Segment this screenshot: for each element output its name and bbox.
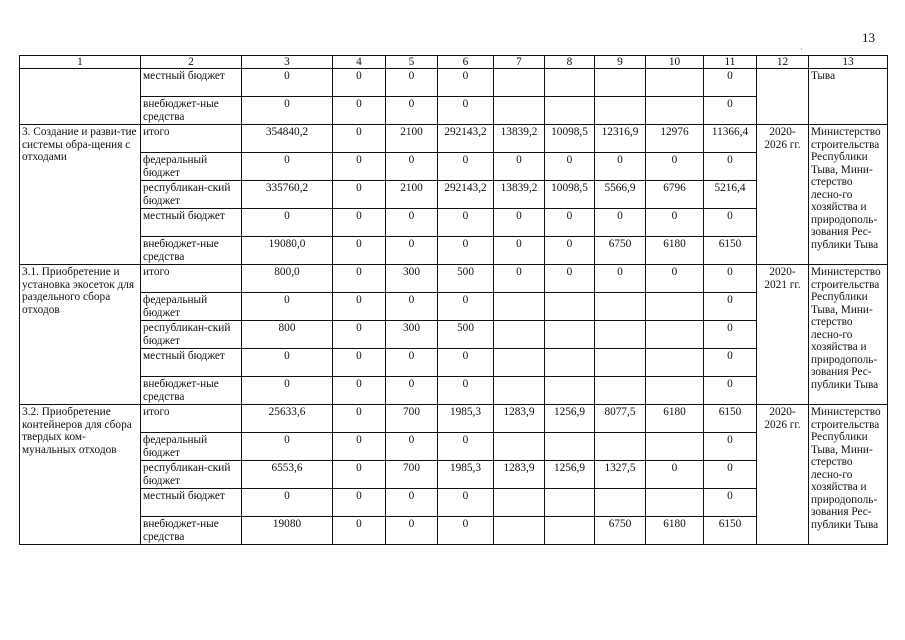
value-cell: 11366,4 bbox=[704, 125, 757, 153]
value-cell: 0 bbox=[595, 209, 646, 237]
value-cell: 6750 bbox=[595, 517, 646, 545]
value-cell: 300 bbox=[386, 321, 438, 349]
value-cell: 0 bbox=[386, 153, 438, 181]
value-cell: 0 bbox=[438, 97, 494, 125]
period-cell: 2020-2021 гг. bbox=[757, 265, 809, 405]
value-cell bbox=[595, 489, 646, 517]
value-cell bbox=[494, 349, 545, 377]
value-cell: 0 bbox=[242, 209, 333, 237]
value-cell bbox=[595, 69, 646, 97]
value-cell bbox=[545, 97, 595, 125]
value-cell: 0 bbox=[438, 153, 494, 181]
value-cell: 0 bbox=[545, 265, 595, 293]
value-cell: 800 bbox=[242, 321, 333, 349]
value-cell bbox=[494, 69, 545, 97]
value-cell: 6750 bbox=[595, 237, 646, 265]
value-cell: 6796 bbox=[646, 181, 704, 209]
table-row bbox=[20, 69, 888, 97]
funding-source-cell: внебюджет-ные средства bbox=[141, 237, 242, 265]
value-cell: 700 bbox=[386, 405, 438, 433]
value-cell: 8077,5 bbox=[595, 405, 646, 433]
header-row bbox=[20, 56, 888, 69]
value-cell: 500 bbox=[438, 265, 494, 293]
value-cell: 800,0 bbox=[242, 265, 333, 293]
value-cell: 0 bbox=[386, 517, 438, 545]
value-cell bbox=[595, 293, 646, 321]
value-cell: 0 bbox=[333, 377, 386, 405]
value-cell: 0 bbox=[333, 517, 386, 545]
value-cell: 0 bbox=[494, 237, 545, 265]
funding-source-cell: итого bbox=[141, 405, 242, 433]
executor-cell: Министерство строительства Республики Тыва, Мини-стерство лесно-го хозяйства и природополь-зования Рес-публики Тыва bbox=[809, 265, 888, 405]
measure-name-cell: 3.2. Приобретение контейнеров для сбора твердых ком-мунальных отходов bbox=[20, 405, 141, 545]
value-cell bbox=[646, 489, 704, 517]
value-cell: 6150 bbox=[704, 237, 757, 265]
period-cell bbox=[757, 69, 809, 125]
value-cell: 0 bbox=[333, 69, 386, 97]
value-cell: 0 bbox=[704, 265, 757, 293]
value-cell: 0 bbox=[333, 153, 386, 181]
value-cell: 700 bbox=[386, 461, 438, 489]
value-cell: 0 bbox=[333, 433, 386, 461]
funding-source-cell: местный бюджет bbox=[141, 489, 242, 517]
value-cell: 0 bbox=[242, 433, 333, 461]
value-cell: 0 bbox=[704, 433, 757, 461]
header-col-12: 12 bbox=[757, 56, 809, 69]
value-cell bbox=[646, 349, 704, 377]
funding-source-cell: внебюджет-ные средства bbox=[141, 377, 242, 405]
table-row bbox=[20, 405, 888, 433]
page-number: 13 bbox=[862, 30, 875, 45]
value-cell bbox=[646, 97, 704, 125]
value-cell: 19080 bbox=[242, 517, 333, 545]
funding-source-cell: местный бюджет bbox=[141, 209, 242, 237]
value-cell: 6180 bbox=[646, 405, 704, 433]
funding-source-cell: местный бюджет bbox=[141, 349, 242, 377]
value-cell: 0 bbox=[386, 237, 438, 265]
period-cell: 2020-2026 гг. bbox=[757, 125, 809, 265]
value-cell: 0 bbox=[438, 517, 494, 545]
value-cell bbox=[595, 321, 646, 349]
value-cell: 10098,5 bbox=[545, 181, 595, 209]
value-cell bbox=[545, 517, 595, 545]
value-cell: 0 bbox=[595, 265, 646, 293]
value-cell: 0 bbox=[333, 489, 386, 517]
header-col-3: 3 bbox=[242, 56, 333, 69]
value-cell bbox=[494, 293, 545, 321]
value-cell bbox=[545, 321, 595, 349]
value-cell: 0 bbox=[704, 153, 757, 181]
value-cell: 500 bbox=[438, 321, 494, 349]
value-cell: 12976 bbox=[646, 125, 704, 153]
value-cell: 6553,6 bbox=[242, 461, 333, 489]
header-col-9: 9 bbox=[595, 56, 646, 69]
value-cell bbox=[595, 433, 646, 461]
value-cell bbox=[595, 97, 646, 125]
value-cell: 0 bbox=[494, 265, 545, 293]
value-cell: 0 bbox=[704, 209, 757, 237]
value-cell: 0 bbox=[333, 405, 386, 433]
value-cell: 0 bbox=[333, 181, 386, 209]
value-cell: 0 bbox=[646, 209, 704, 237]
value-cell: 1283,9 bbox=[494, 461, 545, 489]
table-row bbox=[20, 265, 888, 293]
executor-cell: Министерство строительства Республики Тыва, Мини-стерство лесно-го хозяйства и природополь-зования Рес-публики Тыва bbox=[809, 405, 888, 545]
value-cell: 0 bbox=[333, 461, 386, 489]
value-cell: 0 bbox=[242, 489, 333, 517]
funding-source-cell: местный бюджет bbox=[141, 69, 242, 97]
value-cell: 0 bbox=[333, 237, 386, 265]
value-cell: 0 bbox=[704, 489, 757, 517]
value-cell: 0 bbox=[438, 209, 494, 237]
value-cell: 5566,9 bbox=[595, 181, 646, 209]
value-cell: 1985,3 bbox=[438, 461, 494, 489]
value-cell: 354840,2 bbox=[242, 125, 333, 153]
value-cell bbox=[545, 377, 595, 405]
value-cell bbox=[595, 377, 646, 405]
scan-speck: · bbox=[800, 44, 803, 54]
value-cell: 0 bbox=[242, 153, 333, 181]
header-col-8: 8 bbox=[545, 56, 595, 69]
value-cell bbox=[545, 69, 595, 97]
value-cell bbox=[545, 433, 595, 461]
value-cell: 6180 bbox=[646, 237, 704, 265]
header-col-6: 6 bbox=[438, 56, 494, 69]
value-cell: 0 bbox=[704, 349, 757, 377]
value-cell: 0 bbox=[386, 69, 438, 97]
value-cell: 300 bbox=[386, 265, 438, 293]
funding-source-cell: федеральный бюджет bbox=[141, 153, 242, 181]
funding-source-cell: федеральный бюджет bbox=[141, 293, 242, 321]
value-cell: 0 bbox=[333, 321, 386, 349]
value-cell: 0 bbox=[595, 153, 646, 181]
value-cell: 1283,9 bbox=[494, 405, 545, 433]
funding-source-cell: итого bbox=[141, 265, 242, 293]
value-cell bbox=[494, 97, 545, 125]
value-cell: 0 bbox=[438, 237, 494, 265]
funding-source-cell: внебюджет-ные средства bbox=[141, 97, 242, 125]
value-cell bbox=[646, 69, 704, 97]
value-cell bbox=[494, 517, 545, 545]
value-cell bbox=[545, 349, 595, 377]
measure-name-cell bbox=[20, 69, 141, 125]
value-cell: 0 bbox=[438, 433, 494, 461]
value-cell: 0 bbox=[704, 321, 757, 349]
value-cell: 6150 bbox=[704, 517, 757, 545]
header-col-11: 11 bbox=[704, 56, 757, 69]
header-col-1: 1 bbox=[20, 56, 141, 69]
header-col-5: 5 bbox=[386, 56, 438, 69]
value-cell: 0 bbox=[438, 349, 494, 377]
value-cell: 0 bbox=[646, 461, 704, 489]
header-col-10: 10 bbox=[646, 56, 704, 69]
value-cell: 0 bbox=[438, 489, 494, 517]
value-cell: 0 bbox=[704, 293, 757, 321]
measure-name-cell: 3. Создание и разви-тие системы обра-щения с отходами bbox=[20, 125, 141, 265]
value-cell bbox=[494, 489, 545, 517]
budget-table bbox=[19, 55, 888, 545]
value-cell: 0 bbox=[386, 349, 438, 377]
value-cell bbox=[646, 321, 704, 349]
header-col-2: 2 bbox=[141, 56, 242, 69]
value-cell: 1985,3 bbox=[438, 405, 494, 433]
table-body bbox=[20, 69, 888, 545]
executor-cell: Министерство строительства Республики Тыва, Мини-стерство лесно-го хозяйства и природополь-зования Рес-публики Тыва bbox=[809, 125, 888, 265]
funding-source-cell: итого bbox=[141, 125, 242, 153]
value-cell: 6150 bbox=[704, 405, 757, 433]
value-cell: 0 bbox=[545, 153, 595, 181]
value-cell: 0 bbox=[333, 349, 386, 377]
value-cell bbox=[646, 433, 704, 461]
value-cell: 6180 bbox=[646, 517, 704, 545]
value-cell: 10098,5 bbox=[545, 125, 595, 153]
value-cell bbox=[494, 433, 545, 461]
funding-source-cell: внебюджет-ные средства bbox=[141, 517, 242, 545]
value-cell: 0 bbox=[333, 125, 386, 153]
funding-source-cell: республикан-ский бюджет bbox=[141, 181, 242, 209]
value-cell bbox=[545, 293, 595, 321]
value-cell bbox=[494, 321, 545, 349]
value-cell: 0 bbox=[494, 153, 545, 181]
value-cell: 0 bbox=[545, 237, 595, 265]
value-cell: 0 bbox=[646, 265, 704, 293]
value-cell: 292143,2 bbox=[438, 125, 494, 153]
value-cell: 19080,0 bbox=[242, 237, 333, 265]
value-cell: 13839,2 bbox=[494, 125, 545, 153]
value-cell bbox=[545, 489, 595, 517]
value-cell: 0 bbox=[242, 377, 333, 405]
value-cell: 1256,9 bbox=[545, 461, 595, 489]
value-cell: 0 bbox=[704, 69, 757, 97]
value-cell: 0 bbox=[242, 293, 333, 321]
value-cell: 0 bbox=[386, 489, 438, 517]
header-col-7: 7 bbox=[494, 56, 545, 69]
table-row bbox=[20, 125, 888, 153]
value-cell: 0 bbox=[386, 433, 438, 461]
period-cell: 2020-2026 гг. bbox=[757, 405, 809, 545]
value-cell: 0 bbox=[386, 97, 438, 125]
value-cell: 2100 bbox=[386, 125, 438, 153]
value-cell: 0 bbox=[242, 69, 333, 97]
executor-cell: Тыва bbox=[809, 69, 888, 125]
value-cell: 0 bbox=[545, 209, 595, 237]
value-cell: 1256,9 bbox=[545, 405, 595, 433]
value-cell: 0 bbox=[386, 377, 438, 405]
value-cell: 0 bbox=[704, 461, 757, 489]
measure-name-cell: 3.1. Приобретение и установка экосеток для раздельного сбора отходов bbox=[20, 265, 141, 405]
value-cell: 1327,5 bbox=[595, 461, 646, 489]
value-cell: 0 bbox=[333, 97, 386, 125]
value-cell: 2100 bbox=[386, 181, 438, 209]
funding-source-cell: республикан-ский бюджет bbox=[141, 461, 242, 489]
funding-source-cell: федеральный бюджет bbox=[141, 433, 242, 461]
header-col-13: 13 bbox=[809, 56, 888, 69]
value-cell: 0 bbox=[438, 293, 494, 321]
value-cell: 0 bbox=[333, 209, 386, 237]
value-cell: 0 bbox=[438, 377, 494, 405]
value-cell: 5216,4 bbox=[704, 181, 757, 209]
value-cell: 0 bbox=[386, 293, 438, 321]
value-cell: 13839,2 bbox=[494, 181, 545, 209]
value-cell bbox=[646, 377, 704, 405]
value-cell bbox=[646, 293, 704, 321]
value-cell: 0 bbox=[704, 377, 757, 405]
value-cell: 0 bbox=[646, 153, 704, 181]
value-cell: 25633,6 bbox=[242, 405, 333, 433]
value-cell: 12316,9 bbox=[595, 125, 646, 153]
value-cell: 0 bbox=[438, 69, 494, 97]
header-col-4: 4 bbox=[333, 56, 386, 69]
value-cell: 0 bbox=[242, 97, 333, 125]
value-cell: 0 bbox=[494, 209, 545, 237]
value-cell: 0 bbox=[242, 349, 333, 377]
value-cell: 0 bbox=[333, 265, 386, 293]
value-cell bbox=[595, 349, 646, 377]
value-cell: 292143,2 bbox=[438, 181, 494, 209]
value-cell: 0 bbox=[386, 209, 438, 237]
value-cell: 0 bbox=[333, 293, 386, 321]
value-cell: 0 bbox=[704, 97, 757, 125]
value-cell: 335760,2 bbox=[242, 181, 333, 209]
funding-source-cell: республикан-ский бюджет bbox=[141, 321, 242, 349]
value-cell bbox=[494, 377, 545, 405]
